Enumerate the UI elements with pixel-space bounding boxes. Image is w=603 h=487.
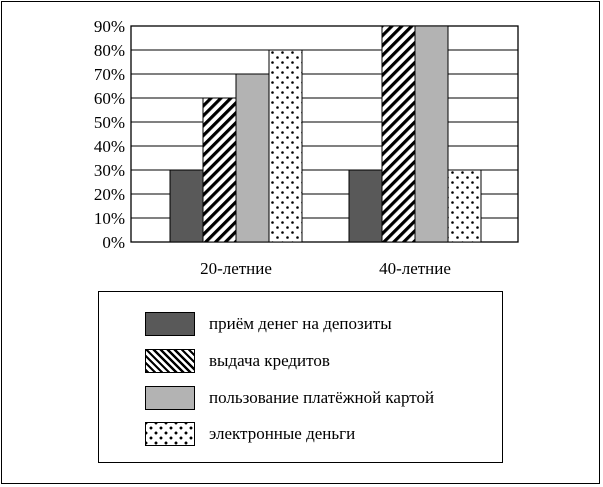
y-tick-label: 30% bbox=[93, 161, 125, 180]
x-category-label: 20-летние bbox=[200, 259, 272, 278]
y-tick-label: 40% bbox=[93, 137, 125, 156]
bar bbox=[203, 98, 236, 242]
bar bbox=[269, 50, 302, 242]
legend-item-credits bbox=[145, 348, 330, 374]
legend-swatch-credits bbox=[145, 349, 195, 373]
legend bbox=[98, 291, 503, 463]
legend-item-card bbox=[145, 385, 434, 411]
legend-label-deposits: приём денег на депозиты bbox=[209, 314, 392, 333]
x-category-label: 40-летние bbox=[379, 259, 451, 278]
legend-label-card: пользование платёжной картой bbox=[209, 388, 435, 407]
y-tick-label: 90% bbox=[93, 17, 125, 36]
y-tick-label: 80% bbox=[93, 41, 125, 60]
bar bbox=[382, 26, 415, 242]
y-tick-label: 70% bbox=[93, 65, 125, 84]
legend-swatch-emoney bbox=[145, 422, 195, 446]
bar bbox=[170, 170, 203, 242]
y-tick-label: 10% bbox=[93, 209, 125, 228]
legend-item-emoney bbox=[145, 421, 355, 447]
y-tick-label: 60% bbox=[93, 89, 125, 108]
bar bbox=[448, 170, 481, 242]
bar bbox=[415, 26, 448, 242]
bar bbox=[236, 74, 269, 242]
y-tick-label: 0% bbox=[102, 233, 125, 252]
legend-label-credits: выдача кредитов bbox=[209, 351, 330, 370]
bar bbox=[349, 170, 382, 242]
legend-swatch-deposits bbox=[145, 312, 195, 336]
legend-swatch-card bbox=[145, 386, 195, 410]
legend-label-emoney: электронные деньги bbox=[209, 424, 356, 443]
legend-item-deposits bbox=[145, 311, 392, 337]
y-tick-label: 20% bbox=[93, 185, 125, 204]
y-tick-label: 50% bbox=[93, 113, 125, 132]
